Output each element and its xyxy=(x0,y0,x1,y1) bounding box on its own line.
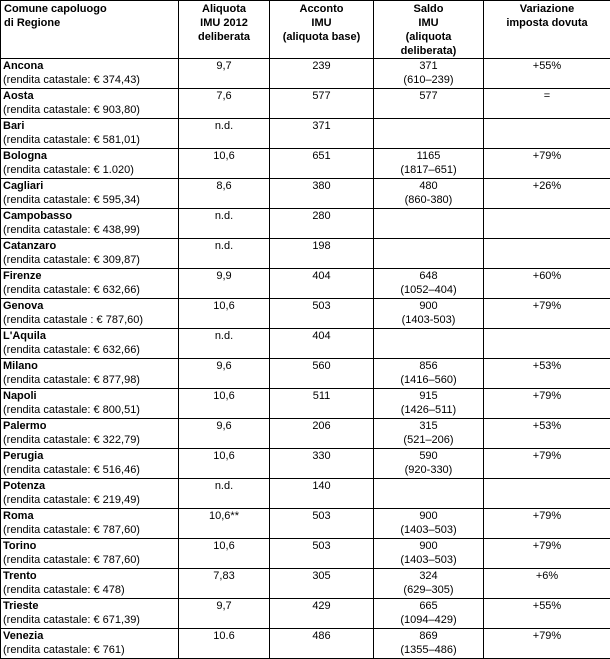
city-name: Torino xyxy=(3,539,175,553)
table-row xyxy=(1,149,610,179)
variazione-cell: +79% xyxy=(484,449,610,479)
rate-cell: 9,6 xyxy=(179,419,270,449)
rate-cell: 10.6 xyxy=(179,629,270,659)
table-row xyxy=(1,479,610,509)
rate-cell: n.d. xyxy=(179,479,270,509)
rendita-catastale: (rendita catastale: € 1.020) xyxy=(3,163,175,177)
rendita-catastale: (rendita catastale: € 581,01) xyxy=(3,133,175,147)
table-row xyxy=(1,299,610,329)
saldo-value: 648 xyxy=(377,269,480,283)
table-row xyxy=(1,359,610,389)
rendita-catastale: (rendita catastale: € 322,79) xyxy=(3,433,175,447)
header-variazione: Variazione imposta dovuta xyxy=(484,1,610,59)
rendita-catastale: (rendita catastale: € 800,51) xyxy=(3,403,175,417)
table-row xyxy=(1,179,610,209)
rate-cell: 9,7 xyxy=(179,599,270,629)
variazione-cell: +79% xyxy=(484,629,610,659)
rendita-catastale: (rendita catastale: € 671,39) xyxy=(3,613,175,627)
table-row xyxy=(1,419,610,449)
rate-cell: n.d. xyxy=(179,239,270,269)
rendita-catastale: (rendita catastale: € 877,98) xyxy=(3,373,175,387)
variazione-cell: +79% xyxy=(484,539,610,569)
saldo-cell xyxy=(374,479,484,509)
saldo-value: 856 xyxy=(377,359,480,373)
table-row xyxy=(1,119,610,149)
city-name: Catanzaro xyxy=(3,239,175,253)
variazione-cell xyxy=(484,479,610,509)
acconto-cell: 305 xyxy=(270,569,374,599)
variazione-cell xyxy=(484,329,610,359)
rate-cell: 10,6 xyxy=(179,299,270,329)
acconto-cell: 511 xyxy=(270,389,374,419)
saldo-calc: (521–206) xyxy=(377,433,480,447)
header-rate: Aliquota IMU 2012 deliberata xyxy=(179,1,270,59)
acconto-cell: 206 xyxy=(270,419,374,449)
rate-cell: 10,6 xyxy=(179,389,270,419)
saldo-value: 915 xyxy=(377,389,480,403)
acconto-cell: 330 xyxy=(270,449,374,479)
variazione-cell: +79% xyxy=(484,149,610,179)
saldo-calc: (1094–429) xyxy=(377,613,480,627)
rendita-catastale: (rendita catastale: € 632,66) xyxy=(3,343,175,357)
saldo-cell xyxy=(374,419,484,449)
saldo-cell xyxy=(374,119,484,149)
saldo-cell xyxy=(374,329,484,359)
saldo-cell xyxy=(374,539,484,569)
city-cell xyxy=(1,209,179,239)
saldo-cell xyxy=(374,179,484,209)
acconto-cell: 404 xyxy=(270,269,374,299)
rate-cell: 10,6 xyxy=(179,449,270,479)
saldo-value: 900 xyxy=(377,299,480,313)
saldo-cell xyxy=(374,569,484,599)
saldo-calc: (1403-503) xyxy=(377,313,480,327)
city-cell xyxy=(1,269,179,299)
saldo-value: 324 xyxy=(377,569,480,583)
city-cell xyxy=(1,239,179,269)
table-row xyxy=(1,89,610,119)
acconto-cell: 503 xyxy=(270,539,374,569)
rate-cell: 7,83 xyxy=(179,569,270,599)
acconto-cell: 140 xyxy=(270,479,374,509)
saldo-calc: (1403–503) xyxy=(377,553,480,567)
saldo-calc: (1416–560) xyxy=(377,373,480,387)
city-name: Perugia xyxy=(3,449,175,463)
saldo-cell xyxy=(374,89,484,119)
rate-cell: 10,6** xyxy=(179,509,270,539)
saldo-cell xyxy=(374,629,484,659)
rate-cell: 9,7 xyxy=(179,59,270,89)
city-cell xyxy=(1,149,179,179)
saldo-value: 900 xyxy=(377,539,480,553)
city-name: Palermo xyxy=(3,419,175,433)
city-cell xyxy=(1,299,179,329)
rendita-catastale: (rendita catastale: € 787,60) xyxy=(3,523,175,537)
city-cell xyxy=(1,89,179,119)
saldo-calc: (610–239) xyxy=(377,73,480,87)
rendita-catastale: (rendita catastale: € 478) xyxy=(3,583,175,597)
acconto-cell: 503 xyxy=(270,509,374,539)
saldo-cell xyxy=(374,509,484,539)
city-cell xyxy=(1,419,179,449)
saldo-calc: (1817–651) xyxy=(377,163,480,177)
saldo-calc: (860-380) xyxy=(377,193,480,207)
saldo-value: 590 xyxy=(377,449,480,463)
saldo-value: 665 xyxy=(377,599,480,613)
city-name: Milano xyxy=(3,359,175,373)
acconto-cell: 404 xyxy=(270,329,374,359)
saldo-value: 480 xyxy=(377,179,480,193)
acconto-cell: 503 xyxy=(270,299,374,329)
rate-cell: 9,6 xyxy=(179,359,270,389)
variazione-cell xyxy=(484,209,610,239)
saldo-calc: (1052–404) xyxy=(377,283,480,297)
table-row xyxy=(1,389,610,419)
acconto-cell: 280 xyxy=(270,209,374,239)
city-cell xyxy=(1,59,179,89)
rendita-catastale: (rendita catastale: € 903,80) xyxy=(3,103,175,117)
city-cell xyxy=(1,179,179,209)
rate-cell: n.d. xyxy=(179,209,270,239)
rate-cell: n.d. xyxy=(179,329,270,359)
city-cell xyxy=(1,569,179,599)
city-name: Napoli xyxy=(3,389,175,403)
rendita-catastale: (rendita catastale: € 787,60) xyxy=(3,553,175,567)
saldo-cell xyxy=(374,449,484,479)
table-row xyxy=(1,599,610,629)
acconto-cell: 429 xyxy=(270,599,374,629)
header-acconto: Acconto IMU (aliquota base) xyxy=(270,1,374,59)
saldo-value: 1165 xyxy=(377,149,480,163)
rendita-catastale: (rendita catastale: € 374,43) xyxy=(3,73,175,87)
table-header xyxy=(1,1,610,59)
table-row xyxy=(1,269,610,299)
table-row xyxy=(1,569,610,599)
saldo-value: 315 xyxy=(377,419,480,433)
rendita-catastale: (rendita catastale: € 761) xyxy=(3,643,175,657)
saldo-cell xyxy=(374,239,484,269)
rate-cell: 8,6 xyxy=(179,179,270,209)
city-name: Trento xyxy=(3,569,175,583)
city-cell xyxy=(1,329,179,359)
table-row xyxy=(1,59,610,89)
city-cell xyxy=(1,389,179,419)
saldo-cell xyxy=(374,59,484,89)
table-row xyxy=(1,239,610,269)
city-cell xyxy=(1,539,179,569)
saldo-calc: (1403–503) xyxy=(377,523,480,537)
city-name: Aosta xyxy=(3,89,175,103)
rate-cell: 10,6 xyxy=(179,539,270,569)
variazione-cell: +6% xyxy=(484,569,610,599)
variazione-cell xyxy=(484,239,610,269)
header-city: Comune capoluogo di Regione xyxy=(1,1,179,59)
variazione-cell: +79% xyxy=(484,299,610,329)
acconto-cell: 380 xyxy=(270,179,374,209)
variazione-cell: +53% xyxy=(484,419,610,449)
city-cell xyxy=(1,119,179,149)
rendita-catastale: (rendita catastale: € 595,34) xyxy=(3,193,175,207)
variazione-cell: +26% xyxy=(484,179,610,209)
acconto-cell: 577 xyxy=(270,89,374,119)
saldo-value: 900 xyxy=(377,509,480,523)
city-name: Firenze xyxy=(3,269,175,283)
table-row xyxy=(1,629,610,659)
acconto-cell: 486 xyxy=(270,629,374,659)
acconto-cell: 651 xyxy=(270,149,374,179)
variazione-cell: +55% xyxy=(484,59,610,89)
table-row xyxy=(1,509,610,539)
variazione-cell: +53% xyxy=(484,359,610,389)
rate-cell: 10,6 xyxy=(179,149,270,179)
city-cell xyxy=(1,599,179,629)
acconto-cell: 198 xyxy=(270,239,374,269)
city-cell xyxy=(1,509,179,539)
saldo-cell xyxy=(374,359,484,389)
saldo-cell xyxy=(374,269,484,299)
header-saldo: Saldo IMU (aliquota deliberata) xyxy=(374,1,484,59)
table-row xyxy=(1,209,610,239)
saldo-cell xyxy=(374,299,484,329)
city-name: Trieste xyxy=(3,599,175,613)
city-cell xyxy=(1,359,179,389)
acconto-cell: 560 xyxy=(270,359,374,389)
city-name: Cagliari xyxy=(3,179,175,193)
rendita-catastale: (rendita catastale: € 632,66) xyxy=(3,283,175,297)
variazione-cell: +60% xyxy=(484,269,610,299)
variazione-cell xyxy=(484,119,610,149)
variazione-cell: = xyxy=(484,89,610,119)
table-row xyxy=(1,449,610,479)
city-name: Venezia xyxy=(3,629,175,643)
rate-cell: 7,6 xyxy=(179,89,270,119)
saldo-cell xyxy=(374,149,484,179)
acconto-cell: 239 xyxy=(270,59,374,89)
city-cell xyxy=(1,449,179,479)
rate-cell: n.d. xyxy=(179,119,270,149)
saldo-cell xyxy=(374,209,484,239)
city-cell xyxy=(1,629,179,659)
saldo-value: 577 xyxy=(377,89,480,103)
acconto-cell: 371 xyxy=(270,119,374,149)
table-row xyxy=(1,539,610,569)
table-row xyxy=(1,329,610,359)
city-name: Bari xyxy=(3,119,175,133)
city-name: Ancona xyxy=(3,59,175,73)
rendita-catastale: (rendita catastale: € 219,49) xyxy=(3,493,175,507)
rate-cell: 9,9 xyxy=(179,269,270,299)
rendita-catastale: (rendita catastale: € 438,99) xyxy=(3,223,175,237)
rendita-catastale: (rendita catastale: € 309,87) xyxy=(3,253,175,267)
city-name: Campobasso xyxy=(3,209,175,223)
variazione-cell: +55% xyxy=(484,599,610,629)
city-cell xyxy=(1,479,179,509)
variazione-cell: +79% xyxy=(484,389,610,419)
table-body xyxy=(1,59,610,659)
variazione-cell: +79% xyxy=(484,509,610,539)
city-name: Roma xyxy=(3,509,175,523)
saldo-calc: (1426–511) xyxy=(377,403,480,417)
saldo-calc: (629–305) xyxy=(377,583,480,597)
rendita-catastale: (rendita catastale: € 516,46) xyxy=(3,463,175,477)
saldo-value: 371 xyxy=(377,59,480,73)
city-name: Potenza xyxy=(3,479,175,493)
city-name: Genova xyxy=(3,299,175,313)
saldo-cell xyxy=(374,389,484,419)
city-name: Bologna xyxy=(3,149,175,163)
rendita-catastale: (rendita catastale : € 787,60) xyxy=(3,313,175,327)
saldo-value: 869 xyxy=(377,629,480,643)
saldo-calc: (920-330) xyxy=(377,463,480,477)
city-name: L'Aquila xyxy=(3,329,175,343)
saldo-calc: (1355–486) xyxy=(377,643,480,657)
saldo-cell xyxy=(374,599,484,629)
